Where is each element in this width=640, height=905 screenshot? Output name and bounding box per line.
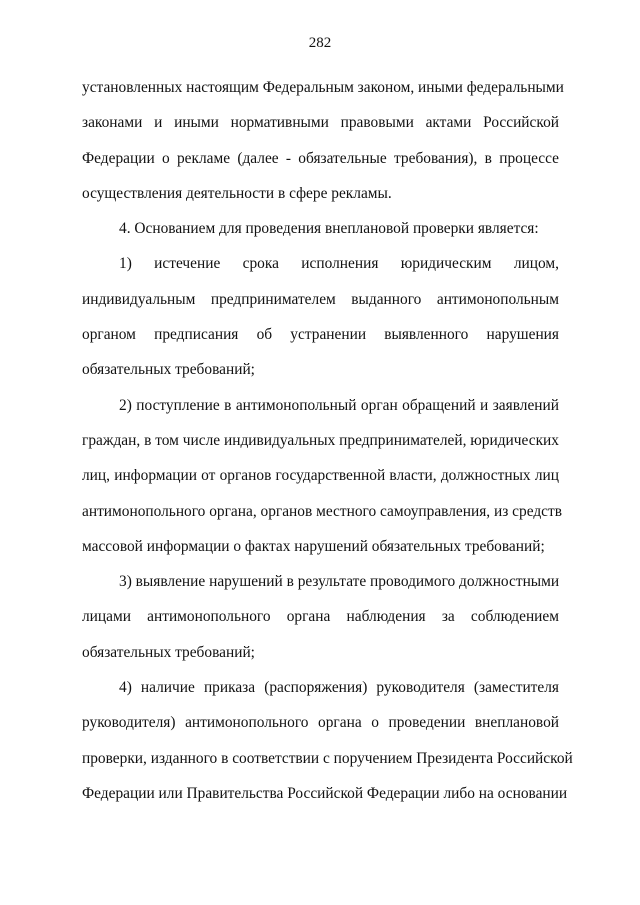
text-line: лицами антимонопольного органа наблюдения за соблюдением bbox=[82, 608, 559, 626]
text-line: лиц, информации от органов государственной власти, должностных лиц bbox=[82, 467, 559, 485]
text-line: 2) поступление в антимонопольный орган обращений и заявлений bbox=[119, 396, 559, 414]
text-line: органом предписания об устранении выявленного нарушения bbox=[82, 326, 559, 344]
text-line: антимонопольного органа, органов местного самоуправления, из средств bbox=[82, 502, 562, 520]
text-line: обязательных требований; bbox=[82, 643, 255, 661]
text-line: индивидуальным предпринимателем выданного антимонопольным bbox=[82, 290, 559, 308]
text-line: 3) выявление нарушений в результате проводимого должностными bbox=[119, 573, 560, 591]
text-line: массовой информации о фактах нарушений обязательных требований; bbox=[82, 537, 545, 555]
text-line: Федерации о рекламе (далее - обязательные требования), в процессе bbox=[82, 149, 559, 167]
body-text bbox=[82, 70, 573, 811]
text-line: 4) наличие приказа (распоряжения) руководителя (заместителя bbox=[119, 679, 559, 697]
text-line: руководителя) антимонопольного органа о проведении внеплановой bbox=[82, 714, 559, 732]
text-line: установленных настоящим Федеральным законом, иными федеральными bbox=[82, 79, 564, 96]
text-line: законами и иными нормативными правовыми актами Российской bbox=[82, 114, 559, 132]
text-line: 1) истечение срока исполнения юридическим лицом, bbox=[119, 255, 559, 273]
page-number: 282 bbox=[308, 35, 332, 51]
text-line: Федерации или Правительства Российской Федерации либо на основании bbox=[82, 784, 568, 802]
text-line: граждан, в том числе индивидуальных предпринимателей, юридических bbox=[82, 431, 559, 449]
text-line: осуществления деятельности в сфере рекламы. bbox=[82, 184, 392, 202]
text-line: обязательных требований; bbox=[82, 361, 255, 379]
text-line: 4. Основанием для проведения внеплановой проверки является: bbox=[119, 220, 539, 238]
text-line: проверки, изданного в соответствии с поручением Президента Российской bbox=[82, 749, 573, 767]
